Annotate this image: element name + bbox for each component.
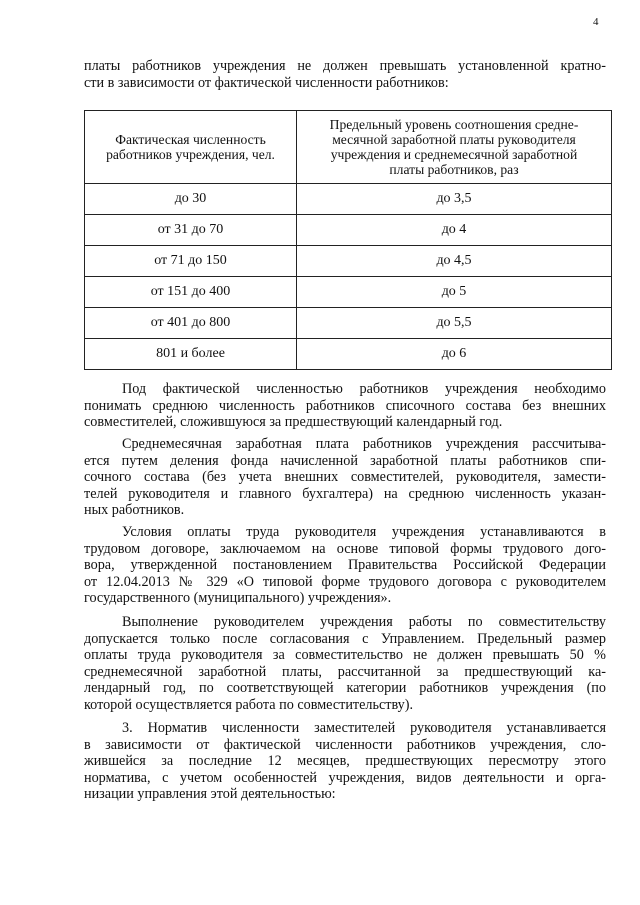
text-line: сочного состава (без учета внешних совместителей, руководителя, замести- <box>84 469 606 485</box>
text-line: лендарный год, по соответствующей категории работников учреждения (по <box>84 680 606 696</box>
paragraph-labor-contract <box>84 524 606 607</box>
paragraph-average-salary <box>84 436 606 519</box>
text-line: жившейся за последние 12 месяцев, предшествующих пересмотру этого <box>84 753 606 769</box>
paragraph-deputy-norm <box>84 720 606 803</box>
text-line: от 12.04.2013 № 329 «О типовой форме трудового договора с руководителем <box>84 573 606 590</box>
header-employee-count <box>85 111 297 184</box>
paragraph-actual-headcount <box>84 381 606 431</box>
text-line: Условия оплаты труда руководителя учреждения устанавливаются в <box>122 524 606 540</box>
text-line: которой осуществляется работа по совместительству). <box>84 696 414 713</box>
table-row <box>85 277 612 308</box>
header-line: платы работников, раз <box>389 162 519 177</box>
header-line: Предельный уровень соотношения средне- <box>329 117 579 132</box>
table-row <box>85 246 612 277</box>
text-line: норматива, с учетом особенностей учреждения, видов деятельности и орга- <box>84 769 606 786</box>
header-line: учреждения и среднемесячной заработной <box>330 147 578 162</box>
text-line: вора, утвержденной постановлением Правительства Российской Федерации <box>84 557 606 573</box>
table-row <box>85 215 612 246</box>
header-line: работников учреждения, чел. <box>106 147 275 162</box>
cell-count: от 151 до 400 <box>85 277 297 308</box>
text-line: допускается только после согласования с Управлением. Предельный размер <box>84 630 606 647</box>
cell-count: от 71 до 150 <box>85 246 297 277</box>
cell-ratio: до 4,5 <box>297 246 612 277</box>
text-line: платы работников учреждения не должен превышать установленной кратно- <box>84 58 606 74</box>
cell-count: от 31 до 70 <box>85 215 297 246</box>
text-line: ных работников. <box>84 502 185 518</box>
table-row <box>85 339 612 370</box>
cell-ratio: до 5,5 <box>297 308 612 339</box>
text-line: в зависимости от фактической численности работников учреждения, сло- <box>84 736 606 753</box>
cell-count: 801 и более <box>85 339 297 370</box>
text-line: трудовом договоре, заключаемом на основе типовой формы трудового дого- <box>84 540 606 557</box>
text-line: Среднемесячная заработная плата работников учреждения рассчитыва- <box>122 436 606 452</box>
cell-ratio: до 3,5 <box>297 184 612 215</box>
text-line: среднемесячной заработной платы, рассчитанной за предшествующий ка- <box>84 663 606 680</box>
text-line: совместителей, сложившуюся за предшествующий календарный год. <box>84 414 503 430</box>
cell-ratio: до 5 <box>297 277 612 308</box>
ratio-table <box>84 110 612 370</box>
table-header-row <box>85 111 612 184</box>
text-line: государственного (муниципального) учреждения». <box>84 590 392 606</box>
text-line: телей руководителя и главного бухгалтера) на среднюю численность указан- <box>84 485 606 502</box>
cell-ratio: до 6 <box>297 339 612 370</box>
text-line: низации управления этой деятельностью: <box>84 786 336 802</box>
header-line: месячной заработной платы руководителя <box>332 132 576 147</box>
text-line: понимать среднюю численность работников списочного состава без внешних <box>84 397 606 414</box>
cell-ratio: до 4 <box>297 215 612 246</box>
paragraph-part-time <box>84 614 606 713</box>
text-line: Под фактической численностью работников учреждения необходимо <box>122 381 606 397</box>
text-line: сти в зависимости от фактической численности работников: <box>84 74 449 91</box>
page-number: 4 <box>593 16 599 28</box>
text-line: оплаты труда руководителя за совместительство не должен превышать 50 % <box>84 647 606 663</box>
cell-count: от 401 до 800 <box>85 308 297 339</box>
header-salary-ratio <box>297 111 612 184</box>
table-row <box>85 308 612 339</box>
intro-paragraph <box>84 58 606 91</box>
header-line: Фактическая численность <box>115 132 266 147</box>
table-row <box>85 184 612 215</box>
cell-count: до 30 <box>85 184 297 215</box>
text-line: 3. Норматив численности заместителей руководителя устанавливается <box>122 720 606 736</box>
text-line: ется путем деления фонда начисленной заработной платы работников спи- <box>84 452 606 469</box>
text-line: Выполнение руководителем учреждения работы по совместительству <box>122 614 606 630</box>
